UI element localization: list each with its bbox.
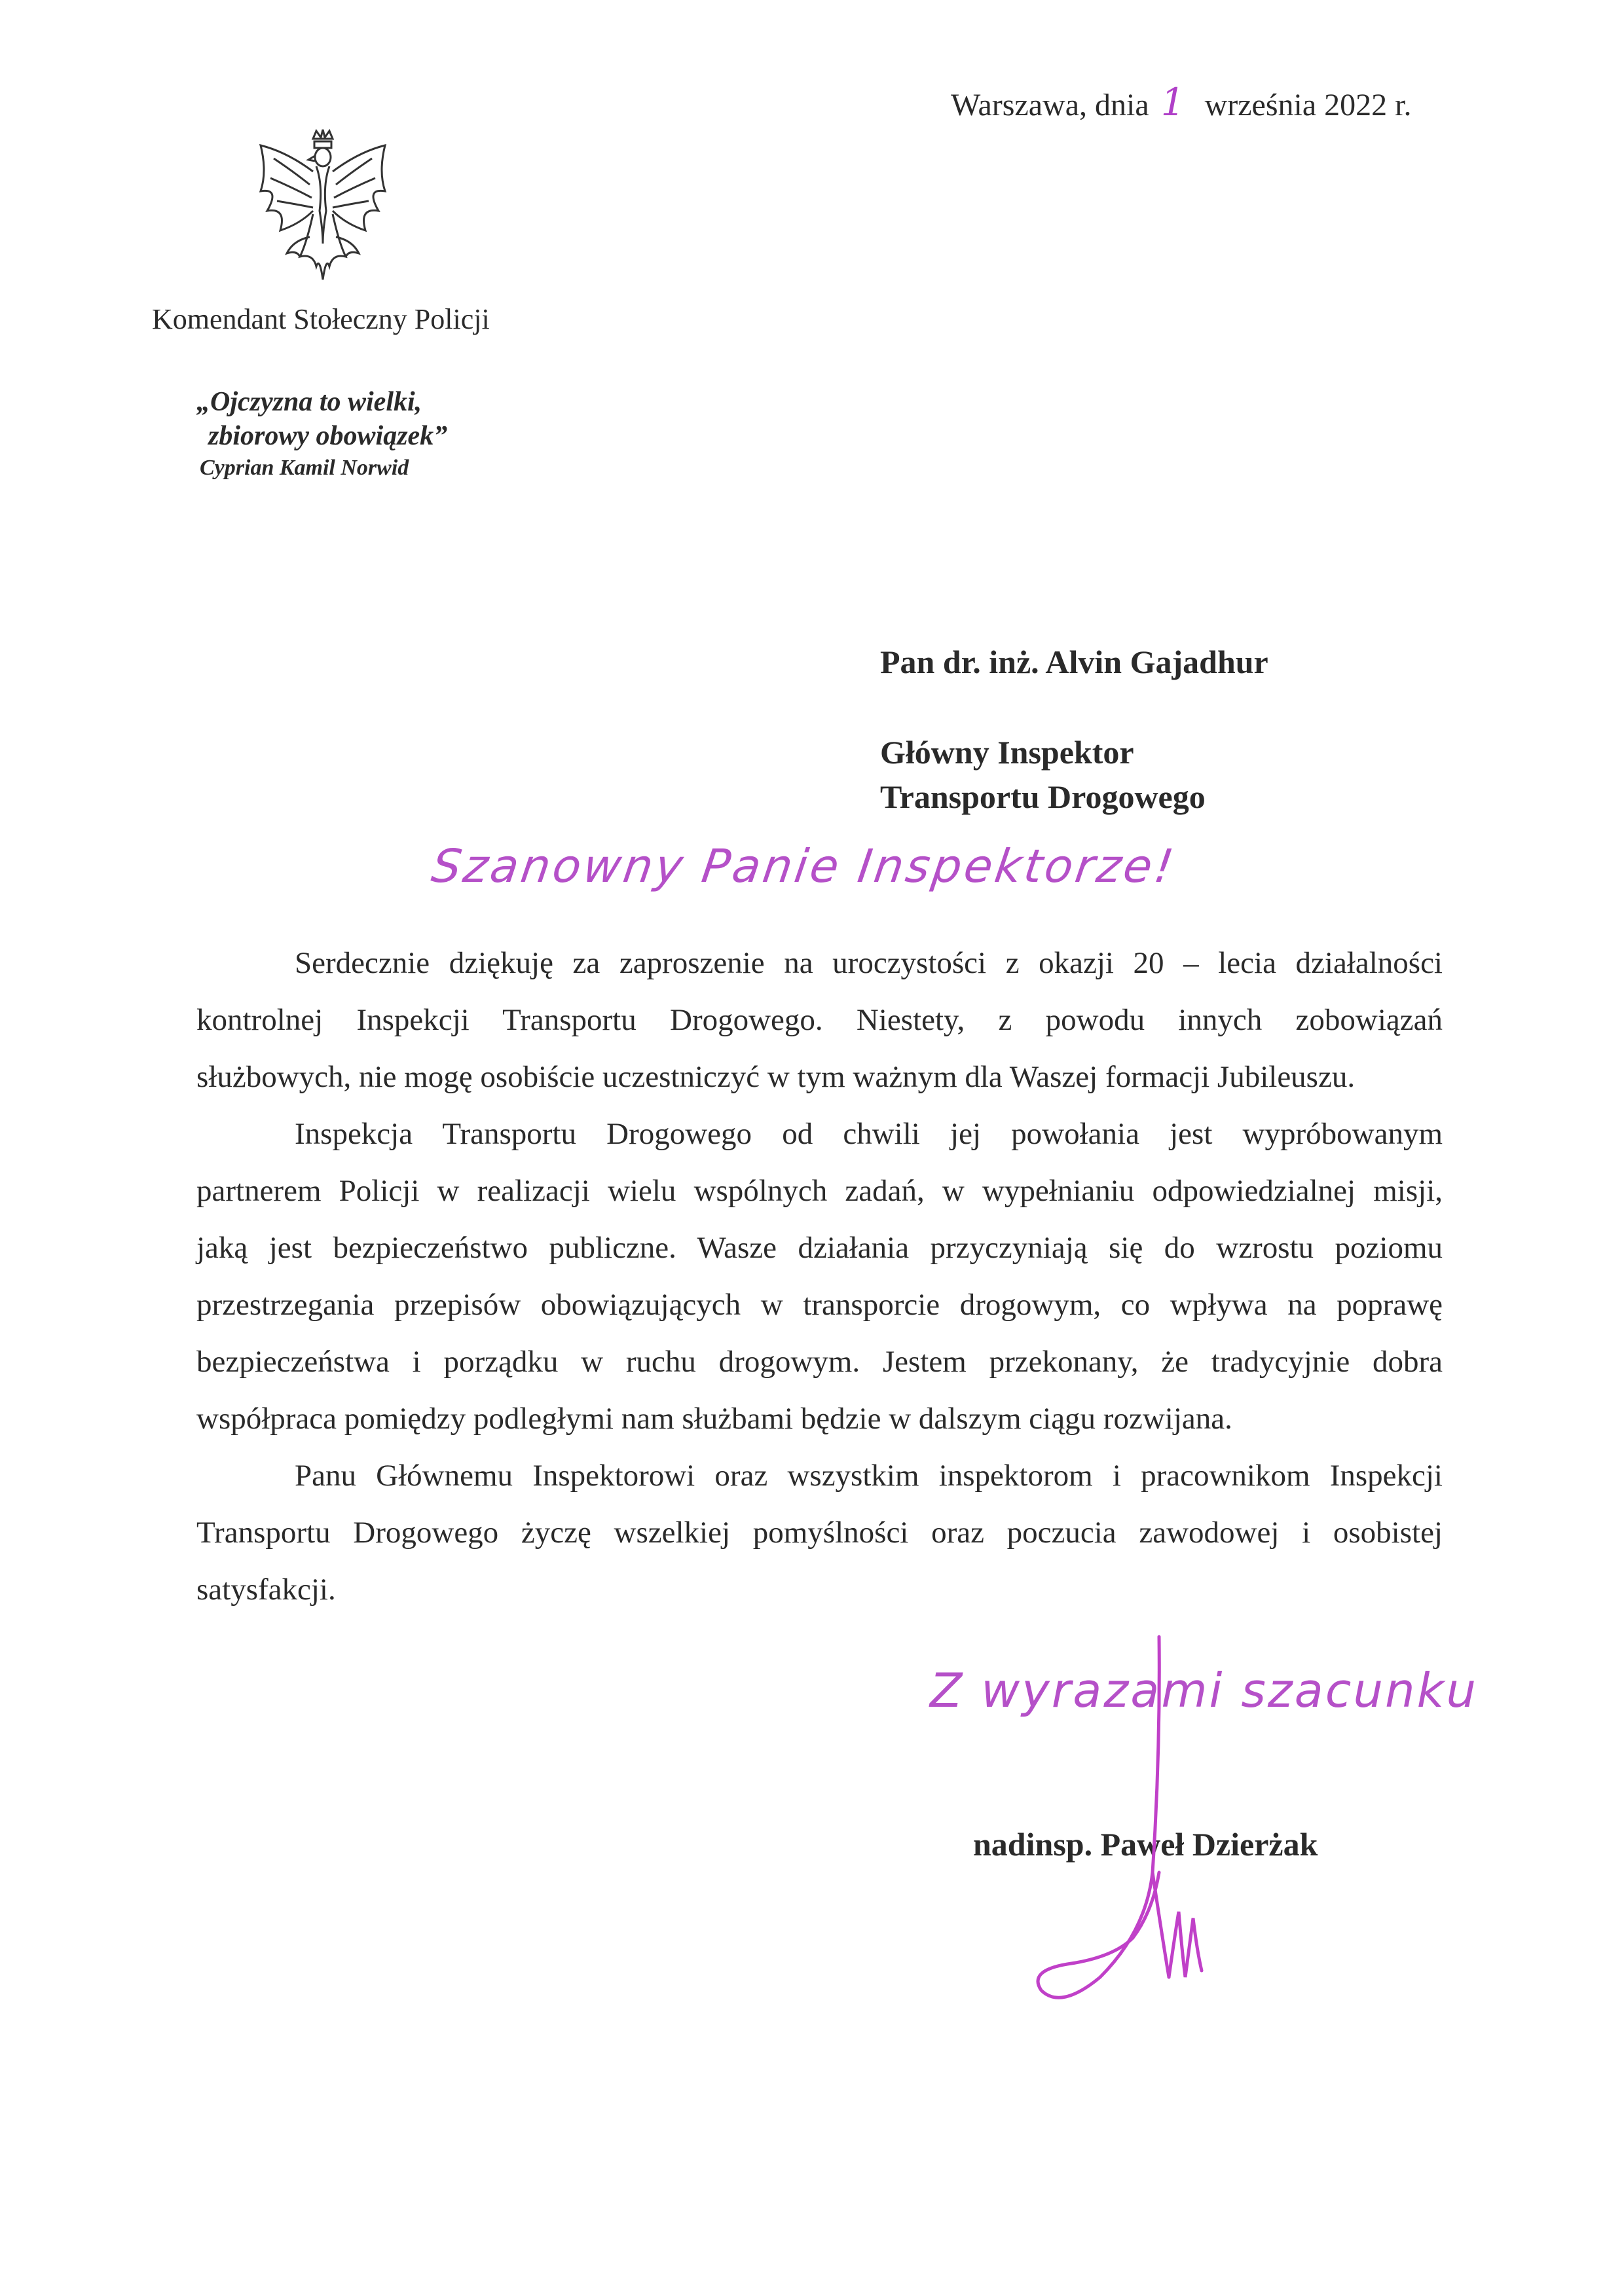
body-line: współpraca pomiędzy podległymi nam służbami będzie w dalszym ciągu rozwijana. <box>196 1402 1232 1436</box>
polish-eagle-emblem-icon <box>248 126 398 283</box>
body-line: partnerem Policji w realizacji wielu wspólnych zadań, w wypełnianiu odpowiedzialnej misji, <box>196 1174 1443 1208</box>
body-line: służbowych, nie mogę osobiście uczestniczyć w tym ważnym dla Waszej formacji Jubileuszu. <box>196 1060 1356 1094</box>
body-line: Inspekcja Transportu Drogowego od chwili jej powołania jest wypróbowanym <box>295 1117 1443 1151</box>
quote-line-1: „Ojczyzna to wielki, <box>196 387 422 417</box>
addressee-name: Pan dr. inż. Alvin Gajadhur <box>880 644 1268 680</box>
handwritten-closing: Z wyrazami szacunku <box>930 1663 1478 1718</box>
quote-author: Cyprian Kamil Norwid <box>200 456 409 480</box>
date-day-handwritten: 1 <box>1160 80 1185 124</box>
addressee-title-line-2: Transportu Drogowego <box>880 778 1206 815</box>
body-line: jaką jest bezpieczeństwo publiczne. Wasze działania przyczyniają się do wzrostu poziomu <box>196 1231 1443 1265</box>
addressee-title-line-1: Główny Inspektor <box>880 734 1134 771</box>
motto-quote <box>196 385 447 483</box>
body-line: satysfakcji. <box>196 1573 336 1607</box>
quote-line-2: zbiorowy obowiązek” <box>208 421 448 451</box>
date-suffix: września 2022 r. <box>1204 88 1412 122</box>
date-line <box>951 80 1411 124</box>
body-line: kontrolnej Inspekcji Transportu Drogowego. Niestety, z powodu innych zobowiązań <box>196 1003 1443 1037</box>
body-line: Panu Głównemu Inspektorowi oraz wszystkim inspektorom i pracownikom Inspekcji <box>295 1459 1443 1493</box>
handwritten-signature-icon <box>1022 1624 1238 2016</box>
letter-body <box>196 935 1443 1618</box>
body-line: przestrzegania przepisów obowiązujących w transporcie drogowym, co wpływa na poprawę <box>196 1288 1443 1322</box>
body-line: Serdecznie dziękuję za zaproszenie na uroczystości z okazji 20 – lecia działalności <box>295 946 1443 980</box>
handwritten-greeting: Szanowny Panie Inspektorze! <box>428 839 1180 893</box>
body-line: Transportu Drogowego życzę wszelkiej pomyślności oraz poczucia zawodowej i osobistej <box>196 1516 1443 1550</box>
issuing-office: Komendant Stołeczny Policji <box>152 303 490 335</box>
date-prefix: Warszawa, dnia <box>951 88 1149 122</box>
signer-name: nadinsp. Paweł Dzierżak <box>973 1826 1318 1863</box>
body-line: bezpieczeństwa i porządku w ruchu drogowym. Jestem przekonany, że tradycyjnie dobra <box>196 1345 1443 1379</box>
